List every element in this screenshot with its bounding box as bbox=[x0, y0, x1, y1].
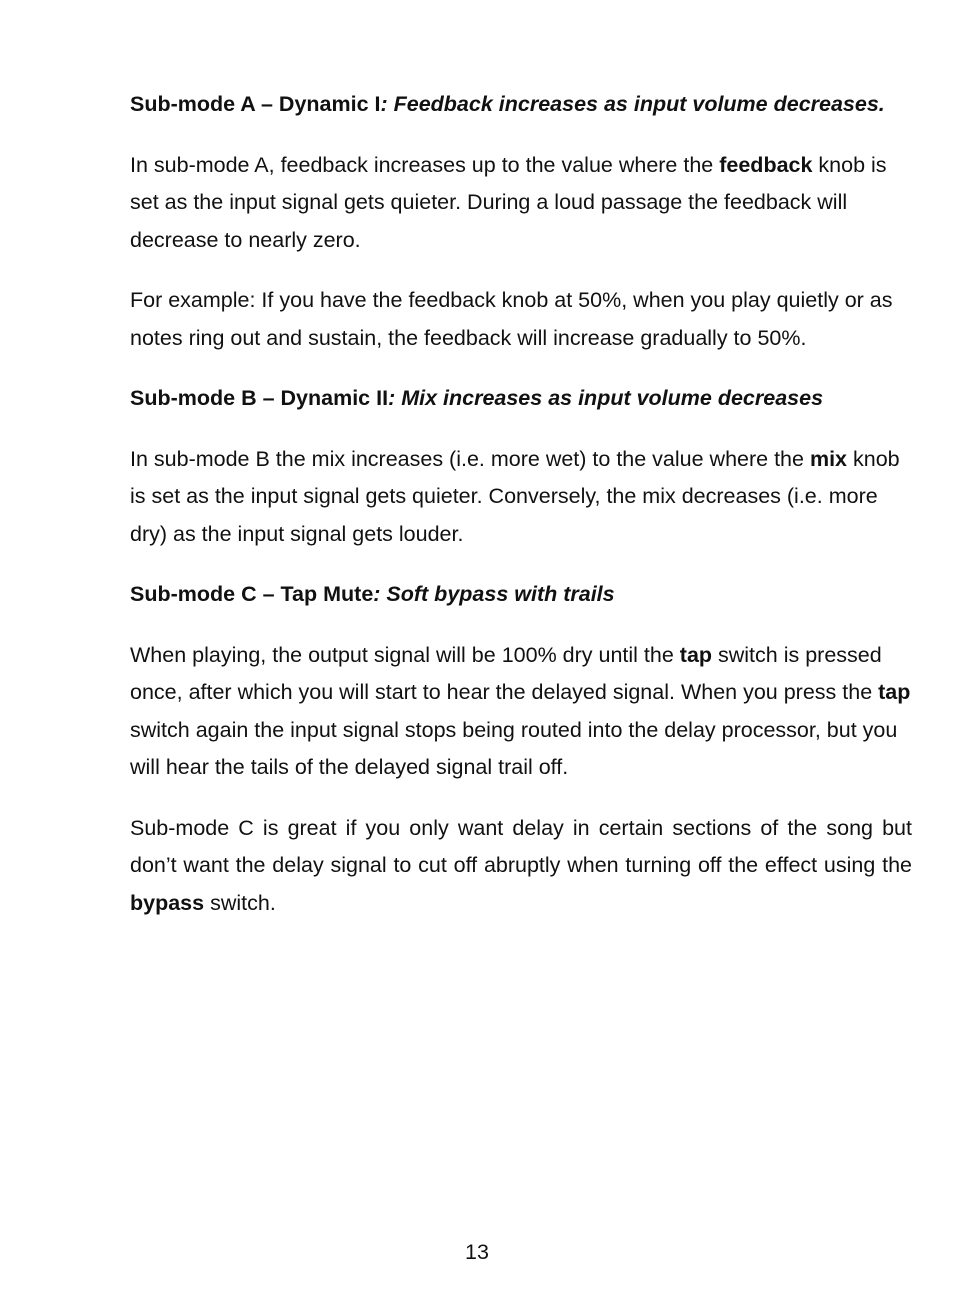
bold-term: tap bbox=[679, 642, 713, 667]
section-submode-b bbox=[130, 380, 912, 553]
section-submode-c bbox=[130, 576, 912, 922]
paragraph bbox=[130, 441, 912, 554]
text-run: When playing, the output signal will be 100% dry until the bbox=[130, 642, 680, 667]
text-run: In sub-mode B the mix increases (i.e. more wet) to the value where the bbox=[130, 446, 810, 471]
heading-main: Sub-mode C – Tap Mute bbox=[130, 582, 374, 606]
heading-subtitle: : Soft bypass with trails bbox=[373, 582, 615, 606]
text-run: switch again the input signal stops being routed into the delay processor, but you will hear the tails of the delayed signal trail off. bbox=[130, 717, 898, 779]
heading-main: Sub-mode A – Dynamic I bbox=[130, 92, 381, 116]
text-run: knob is set as the input signal gets quieter. During a loud passage the feedback will decrease to nearly zero. bbox=[130, 152, 887, 252]
page-number: 13 bbox=[465, 1240, 489, 1264]
text-run: knob is set as the input signal gets quieter. Conversely, the mix decreases (i.e. more dry) as the input signal gets louder. bbox=[130, 446, 900, 546]
bold-term: bypass bbox=[130, 890, 205, 915]
paragraph: For example: If you have the feedback knob at 50%, when you play quietly or as notes ring out and sustain, the feedback will increase gradually to 50%. bbox=[130, 288, 893, 350]
text-run: switch is pressed once, after which you will start to hear the delayed signal. When you press the bbox=[130, 642, 882, 704]
text-run: switch. bbox=[204, 890, 276, 915]
bold-term: mix bbox=[809, 446, 848, 471]
bold-term: feedback bbox=[719, 152, 813, 177]
text-run: Sub-mode C is great if you only want delay in certain sections of the song but don’t want the delay signal to cut off abruptly when turning off the effect using the bbox=[130, 815, 912, 877]
document-body bbox=[130, 86, 912, 945]
bold-term: tap bbox=[878, 680, 911, 704]
section-heading bbox=[130, 576, 912, 614]
paragraph bbox=[130, 810, 912, 923]
text-run: In sub-mode A, feedback increases up to the value where the bbox=[130, 152, 720, 177]
section-heading bbox=[130, 380, 912, 418]
section-submode-a bbox=[130, 86, 912, 357]
heading-main: Sub-mode B – Dynamic II bbox=[130, 386, 389, 410]
paragraph bbox=[130, 637, 912, 787]
heading-subtitle: : Mix increases as input volume decreases bbox=[388, 386, 824, 410]
heading-subtitle: : Feedback increases as input volume decreases. bbox=[380, 92, 885, 116]
paragraph bbox=[130, 147, 912, 260]
section-heading bbox=[130, 86, 912, 124]
